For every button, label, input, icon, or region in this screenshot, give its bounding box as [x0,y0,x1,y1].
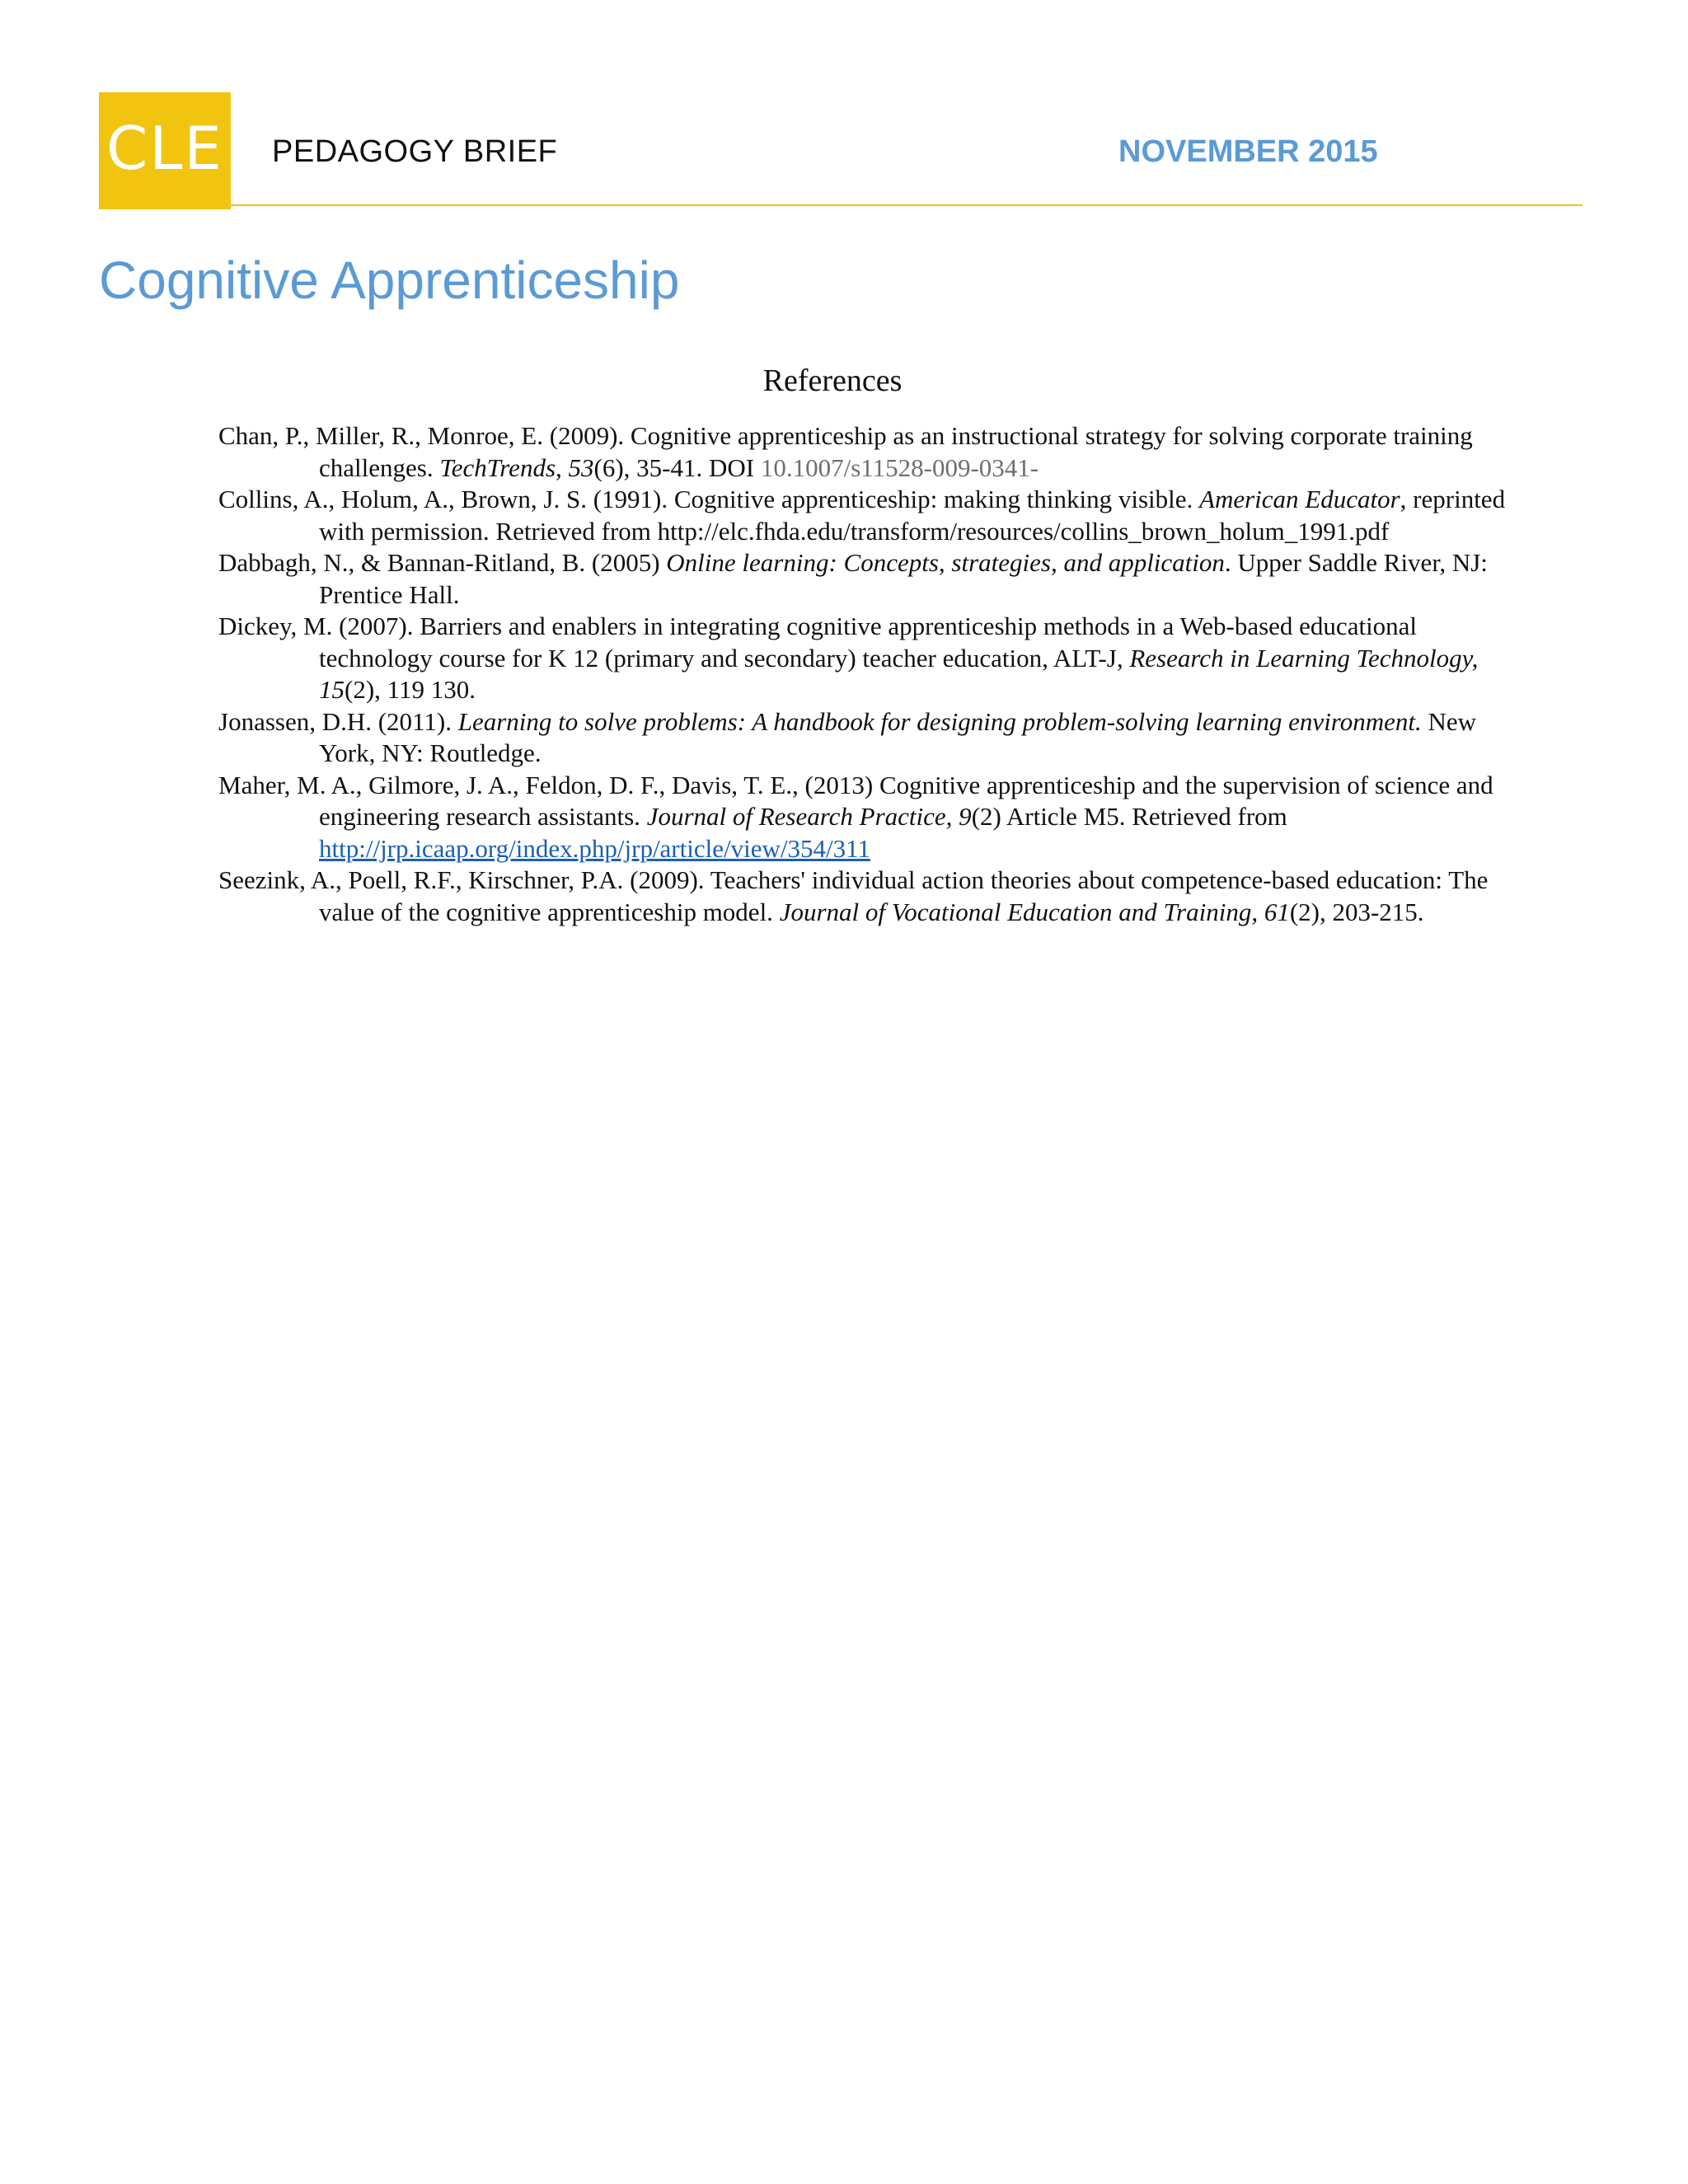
cle-logo [99,92,231,209]
reference-item: Collins, A., Holum, A., Brown, J. S. (1991). Cognitive apprenticeship: making thinking visible. American Educator, reprinted with permission. Retrieved from http://elc.fhda.edu/transform/resources/collins_brown_holum_1991.pdf [218,485,1506,546]
reference-item: Dabbagh, N., & Bannan-Ritland, B. (2005) Online learning: Concepts, strategies, and application. Upper Saddle River, NJ: Prentice Hall. [218,548,1488,609]
logo-text: CLE [106,114,223,183]
reference-item: Jonassen, D.H. (2011). Learning to solve problems: A handbook for designing problem-solving learning environment. New York, NY: Routledge. [218,706,1477,767]
references-heading: References [762,363,903,398]
doi-text: 10.1007/s11528-009-0341- [760,452,1039,482]
reference-item: Dickey, M. (2007). Barriers and enablers in integrating cognitive apprenticeship methods in a Web-based educational technology course for K 12 (primary and secondary) teacher education, ALT-J, Research in Learning Technology, 15(2), 119 130. [218,612,1479,704]
reference-item: Chan, P., Miller, R., Monroe, E. (2009). Cognitive apprenticeship as an instructional strategy for solving corporate training challenges. TechTrends, 53(6), 35-41. DOI 10.1007/s11528-009-0341- [218,421,1473,482]
header-rule [99,204,1582,206]
brief-label: PEDAGOGY BRIEF [272,134,558,169]
issue-date: NOVEMBER 2015 [1118,134,1378,169]
page-title: Cognitive Apprenticeship [99,251,680,310]
reference-item: Seezink, A., Poell, R.F., Kirschner, P.A. (2009). Teachers' individual action theories about competence-based education: The value of the cognitive apprenticeship model. Journal of Vocational Education and Training, 61(2), 203-215. [218,865,1489,926]
references-list [218,420,1521,928]
reference-item: Maher, M. A., Gilmore, J. A., Feldon, D. F., Davis, T. E., (2013) Cognitive apprenticeship and the supervision of science and engineering research assistants. Journal of Research Practice, 9(2) Article M5. Retrieved from http://jrp.icaap.org/index.php/jrp/article/view/354/311 [218,770,1493,863]
reference-link[interactable]: http://jrp.icaap.org/index.php/jrp/article/view/354/311 [319,833,870,863]
